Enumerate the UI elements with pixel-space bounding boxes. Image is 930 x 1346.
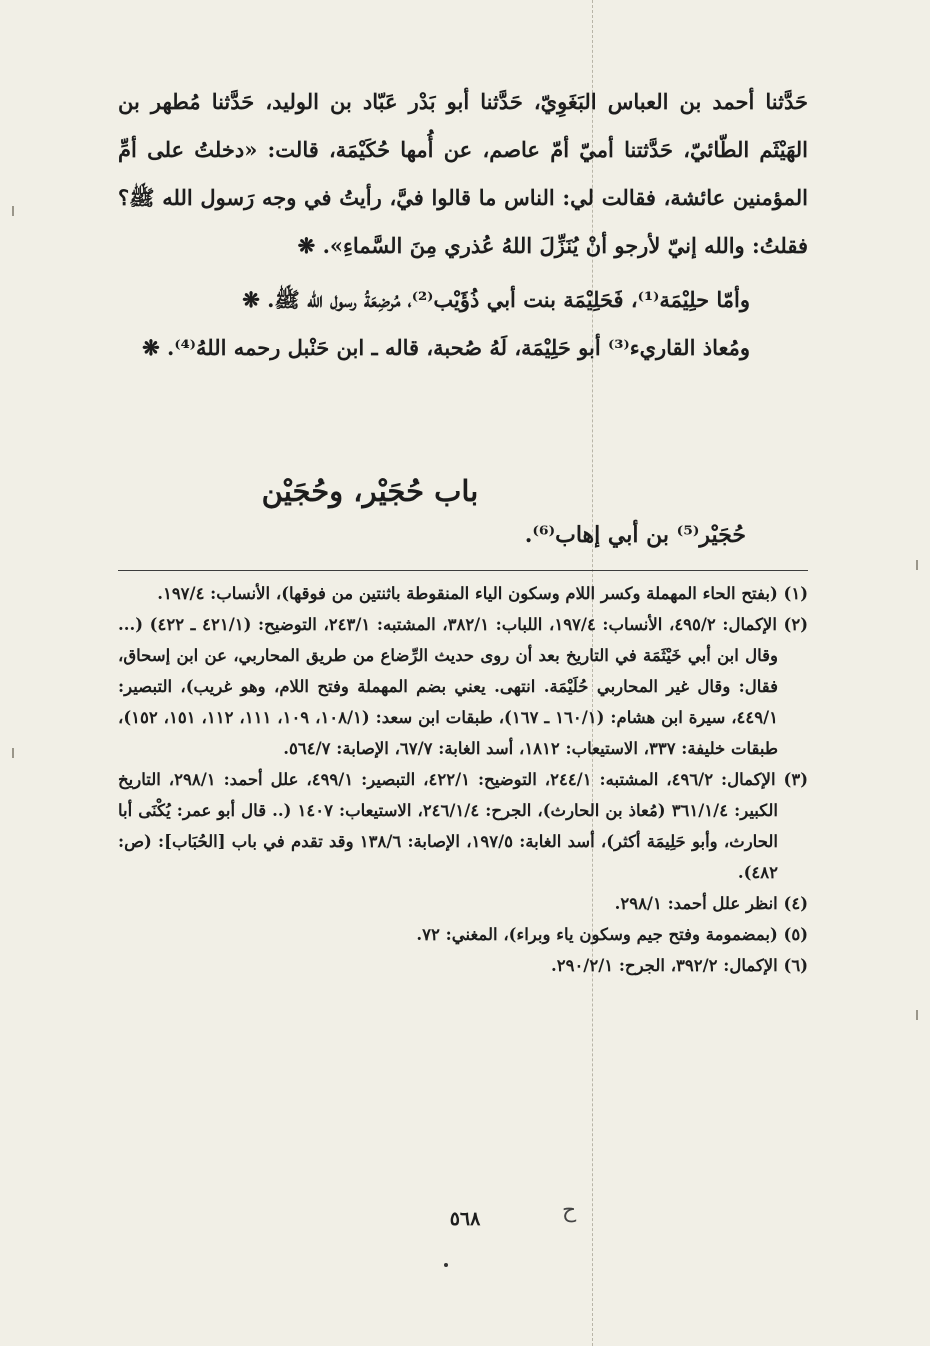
page-number: ٥٦٨	[449, 1208, 481, 1230]
footnotes-list	[118, 578, 808, 981]
footnote-1: (١) (بفتح الحاء المهملة وكسر اللام وسكون الياء المنقوطة باثنتين من فوقها)، الأنساب: ١٩٧/٤.	[157, 584, 808, 603]
section-heading: باب حُجَيْر، وحُجَيْن	[261, 474, 479, 508]
footnote-divider	[118, 570, 808, 571]
ink-dot	[444, 1263, 448, 1267]
edge-mark	[916, 560, 918, 570]
paragraph-hadith: حَدَّثنا أحمد بن العباس البَغَوِيّ، حَدَّثنا أبو بَدْر عَبّاد بن الوليد، حَدَّثنا مُطهر بن الهَيْثَم الطّائيّ، حَدَّثتنا أميّ أمّ عاصم، عن أُمها حُكَيْمَة، قالت: «دخلتُ على أمِّ المؤمنين عائشة، فقالت لي: الناس ما قالوا فيَّ، رأيتُ في وجه رَسول الله ﷺ؟ فقلتُ: والله إنيّ لأرجو أنْ يُنَزِّلَ اللهُ عُذري مِنَ السَّماءِ». ❋	[118, 89, 808, 258]
main-text	[118, 78, 808, 372]
edge-mark	[12, 206, 14, 216]
entry-subheading: حُجَيْر⁽⁵⁾ بن أبي إهاب⁽⁶⁾.	[524, 522, 746, 548]
edge-mark	[916, 1010, 918, 1020]
paragraph-halima: وأمّا حلِيْمَة⁽¹⁾، فَحَلِيْمَة بنت أبي ذُؤَيْب⁽²⁾، مُرضِعَةُ رسول الله ﷺ. ❋	[242, 287, 750, 312]
footnote-4: (٤) انظر علل أحمد: ٢٩٨/١.	[614, 894, 808, 913]
paragraph-muadh: ومُعاذ القاريء⁽³⁾ أبو حَلِيْمَة، لَهُ صُحبة، قاله ـ ابن حَنْبل رحمه اللهُ⁽⁴⁾. ❋	[142, 335, 750, 360]
footnote-6: (٦) الإكمال: ٣٩٢/٢، الجرح: ٢٩٠/٢/١.	[550, 956, 808, 975]
edge-mark	[12, 748, 14, 758]
footnote-2: (٢) الإكمال: ٤٩٥/٢، الأنساب: ١٩٧/٤، اللباب: ٣٨٢/١، المشتبه: ٢٤٣/١، التوضيح: (٤٢١/١ ـ ٤٢٢) (... وقال ابن أبي خَيْثَمَة في التاريخ بعد أن روى حديث الرِّضاع من طريق المحاربي، عن ابن إسحاق، فقال: وقال غير المحاربي حُلَيْمَة. انتهى. يعني بضم المهملة وفتح اللام، وهو غريب)، التبصير: ٤٤٩/١، سيرة ابن هشام: (١٦٠/١ ـ ١٦٧)، طبقات ابن سعد: (١٠٨/١، ١٠٩، ١١١، ١١٢، ١٥١، ١٥٢)، طبقات خليفة: ٣٣٧، الاستيعاب: ١٨١٢، أسد الغابة: ٦٧/٧، الإصابة: ٥٦٤/٧.	[118, 615, 808, 758]
margin-stamp: ح	[562, 1198, 577, 1223]
footnote-3: (٣) الإكمال: ٤٩٦/٢، المشتبه: ٢٤٤/١، التوضيح: ٤٢٢/١، التبصير: ٤٩٩/١، علل أحمد: ٢٩٨/١، التاريخ الكبير: ٣٦١/١/٤ (مُعاذ بن الحارث)، الجرح: ٢٤٦/١/٤، الاستيعاب: ١٤٠٧ (.. قال أبو عمر: يُكْنَى أبا الحارث، وأبو حَلِيمَة أكثر)، أسد الغابة: ١٩٧/٥، الإصابة: ١٣٨/٦ وقد تقدم في باب [الحُبَاب]: (ص: ٤٨٢).	[118, 770, 808, 882]
footnote-5: (٥) (بمضمومة وفتح جيم وسكون ياء وبراء)، المغني: ٧٢.	[416, 925, 808, 944]
